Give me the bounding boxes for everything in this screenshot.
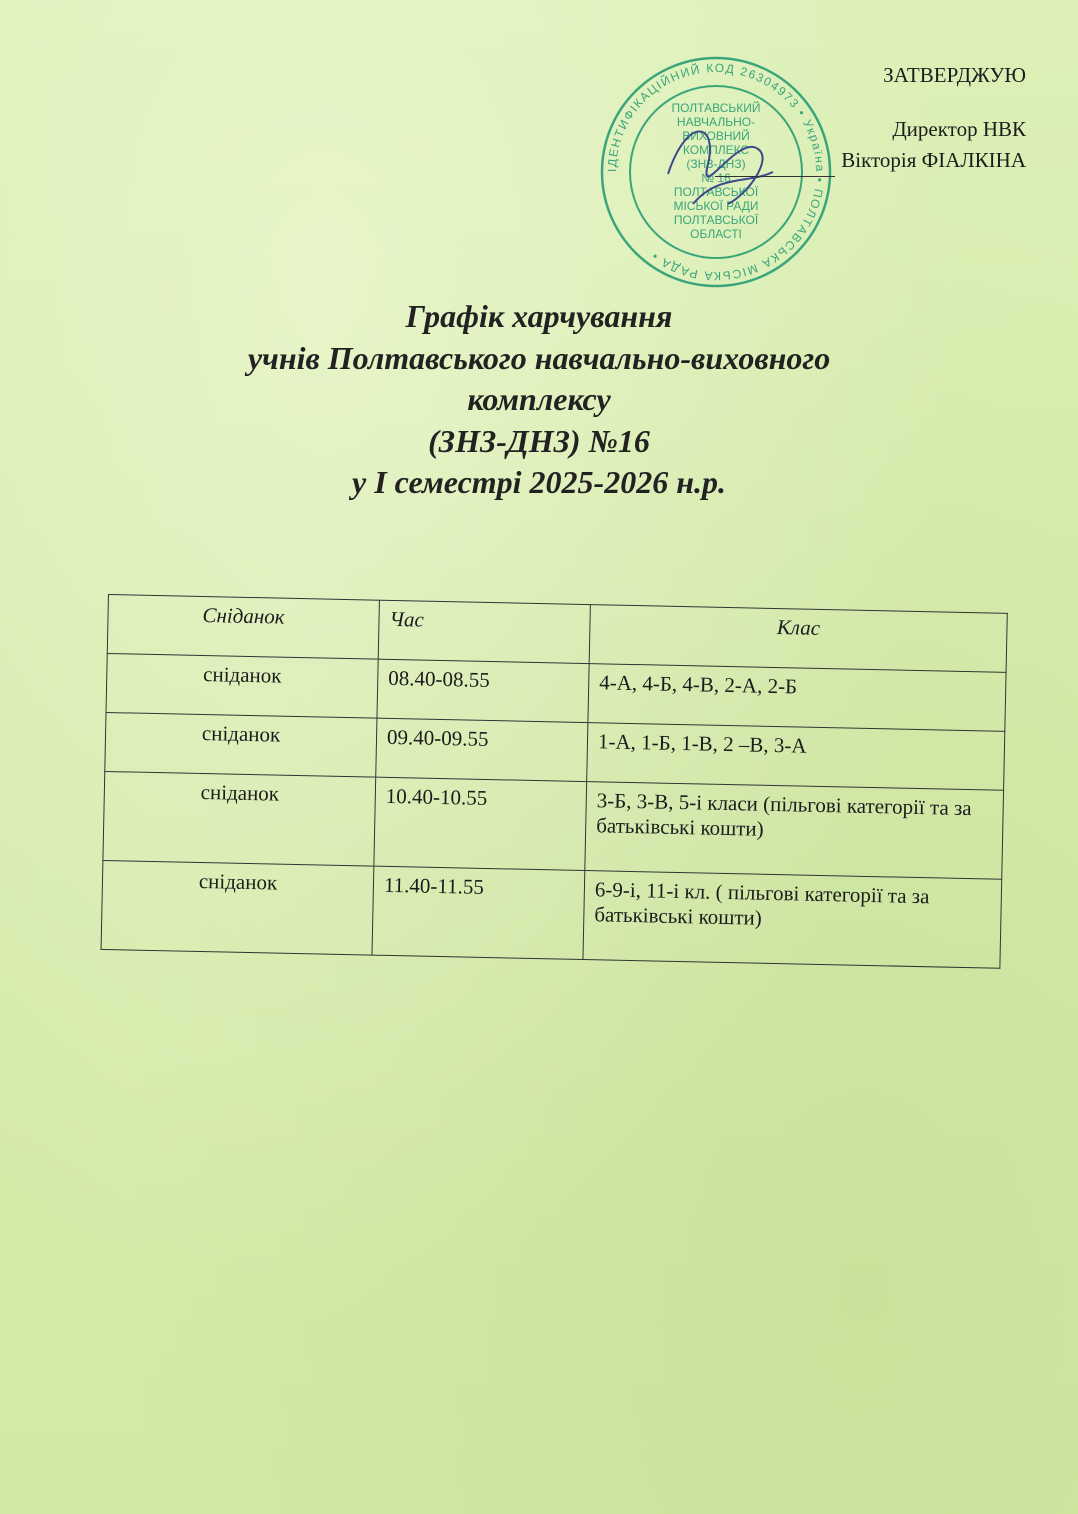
stamp-inner-line: ПОЛТАВСЬКОЇ	[673, 185, 759, 199]
cell-time: 11.40-11.55	[372, 866, 585, 959]
cell-meal: сніданок	[106, 653, 378, 718]
stamp-outer-text: ІДЕНТИФІКАЦІЙНИЙ КОД 26304973 • Україна • ПОЛТАВСЬКА МІСЬКА РАДА •	[604, 60, 828, 284]
approval-heading: ЗАТВЕРДЖУЮ	[883, 63, 1026, 87]
signature-line	[715, 158, 835, 177]
approval-signature-row	[715, 145, 1026, 177]
stamp-inner-line: МІСЬКОЇ РАДИ	[673, 199, 759, 213]
cell-meal: сніданок	[105, 712, 377, 777]
approval-position: Директор НВК	[892, 116, 1026, 141]
table-row	[101, 860, 1002, 968]
header-meal: Сніданок	[107, 595, 379, 660]
meal-schedule-table	[101, 594, 1008, 969]
title-line-3: комплексу	[467, 381, 611, 418]
cell-meal: сніданок	[101, 860, 374, 955]
stamp-inner-line: ПОЛТАВСЬКИЙ	[671, 101, 761, 115]
title-line-2: учнів Полтавського навчально-виховного	[247, 339, 831, 376]
approval-block	[715, 60, 1026, 177]
stamp-inner-line: КОМПЛЕКС	[682, 143, 750, 157]
stamp-inner-line: ПОЛТАВСЬКОЇ	[673, 213, 759, 227]
cell-classes: 6-9-і, 11-і кл. ( пільгові категорії та за батьківські кошти)	[583, 871, 1002, 969]
stamp-inner-line: ОБЛАСТІ	[690, 227, 742, 241]
title-line-4: (ЗНЗ-ДНЗ) №16	[428, 422, 650, 459]
cell-classes: 4-А, 4-Б, 4-В, 2-А, 2-Б	[588, 664, 1006, 732]
cell-time: 09.40-09.55	[376, 718, 588, 781]
header-time: Час	[378, 600, 590, 663]
title-line-1: Графік харчування	[405, 298, 673, 334]
stamp-inner-line: НАВЧАЛЬНО-	[676, 115, 756, 129]
cell-time: 08.40-08.55	[377, 659, 589, 722]
title-line-5: у І семестрі 2025-2026 н.р.	[352, 464, 726, 501]
stamp-inner-line: № 16	[701, 171, 731, 185]
approval-name: Вікторія ФІАЛКІНА	[841, 148, 1026, 172]
document-title	[80, 296, 998, 504]
header-class: Клас	[589, 605, 1007, 673]
cell-meal: сніданок	[103, 771, 376, 866]
stamp-inner-line: (ЗНЗ-ДНЗ)	[686, 157, 746, 171]
cell-classes: 1-А, 1-Б, 1-В, 2 –В, 3-А	[587, 723, 1005, 791]
cell-time: 10.40-10.55	[374, 777, 587, 870]
stamp-inner-line: ВИХОВНИЙ	[682, 129, 750, 143]
cell-classes: 3-Б, 3-В, 5-і класи (пільгові категорії та за батьківські кошти)	[585, 782, 1004, 880]
